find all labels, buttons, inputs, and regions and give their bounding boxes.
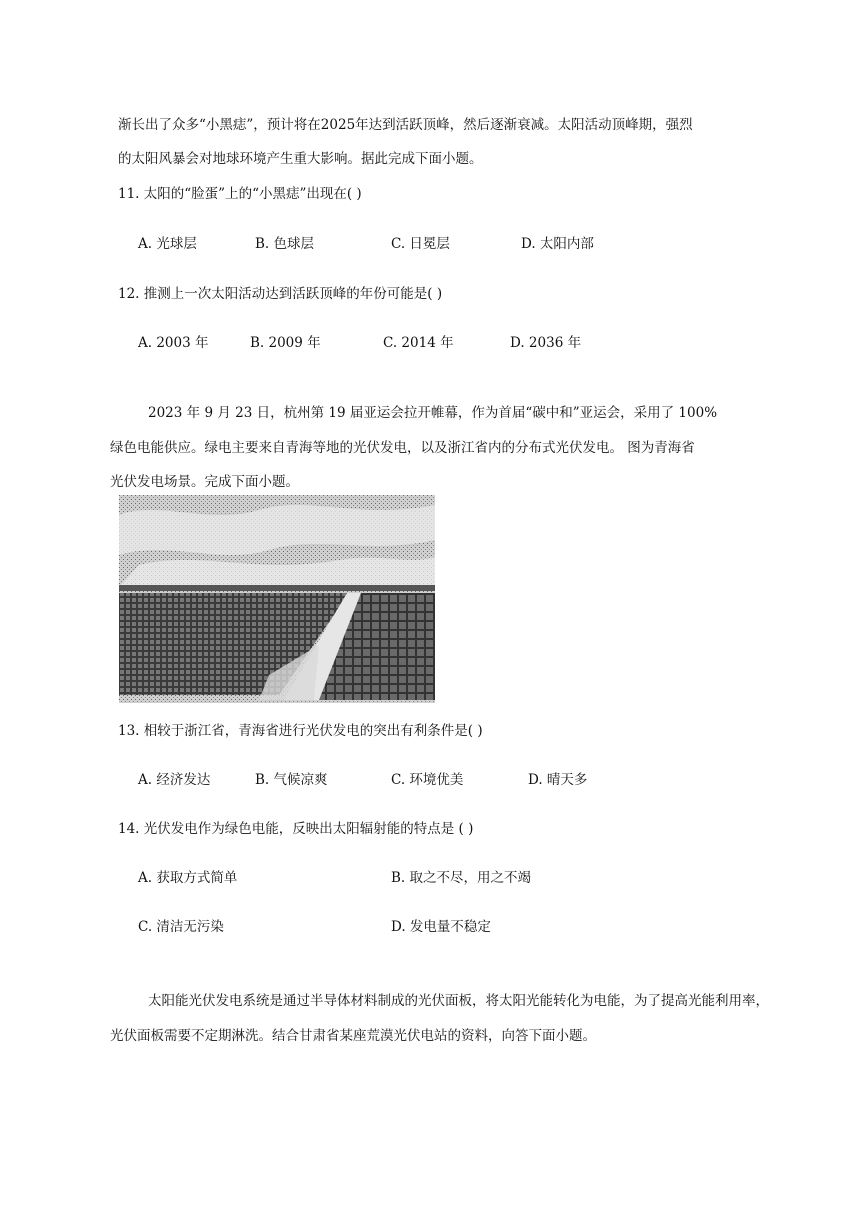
passage-line: 渐长出了众多“小黑痣”，预计将在2025年达到活跃顶峰，然后逐渐衰减。太阳活动顶峰期，强烈 [118, 117, 693, 133]
q14-option-b: B. 取之不尽，用之不竭 [391, 870, 532, 886]
passage-line: 的太阳风暴会对地球环境产生重大影响。据此完成下面小题。 [118, 151, 483, 167]
question-12-stem: 12. 推测上一次太阳活动达到活跃顶峰的年份可能是( ) [118, 286, 443, 302]
question-13-stem: 13. 相较于浙江省，青海省进行光伏发电的突出有利条件是( ) [118, 723, 483, 739]
q13-option-c: C. 环境优美 [391, 772, 464, 788]
q12-option-d: D. 2036 年 [510, 335, 582, 351]
q11-option-c: C. 日冕层 [391, 236, 450, 252]
q12-option-b: B. 2009 年 [250, 335, 321, 351]
q13-option-d: D. 晴天多 [528, 772, 588, 788]
q14-option-d: D. 发电量不稳定 [391, 919, 491, 935]
q13-option-a: A. 经济发达 [138, 772, 211, 788]
q12-option-a: A. 2003 年 [138, 335, 209, 351]
q11-option-d: D. 太阳内部 [521, 236, 594, 252]
q12-option-c: C. 2014 年 [383, 335, 454, 351]
passage-line: 绿色电能供应。绿电主要来自青海等地的光伏发电，以及浙江省内的分布式光伏发电。 图为青海省 [110, 440, 695, 456]
passage-line: 光伏发电场景。完成下面小题。 [110, 474, 299, 490]
q11-option-b: B. 色球层 [255, 236, 315, 252]
passage-line: 光伏面板需要不定期淋洗。结合甘肃省某座荒漠光伏电站的资料，向答下面小题。 [110, 1028, 596, 1044]
q14-option-a: A. 获取方式简单 [138, 870, 238, 886]
q11-option-a: A. 光球层 [138, 236, 197, 252]
question-14-stem: 14. 光伏发电作为绿色电能，反映出太阳辐射能的特点是 ( ) [118, 821, 474, 837]
solar-farm-photo [119, 495, 435, 703]
question-11-stem: 11. 太阳的“脸蛋”上的“小黑痣”出现在( ) [118, 186, 362, 202]
passage-line: 太阳能光伏发电系统是通过半导体材料制成的光伏面板，将太阳光能转化为电能，为了提高光能利用率， [148, 993, 769, 1009]
q13-option-b: B. 气候凉爽 [255, 772, 328, 788]
passage-line: 2023 年 9 月 23 日，杭州第 19 届亚运会拉开帷幕，作为首届“碳中和”亚运会，采用了 100% [148, 405, 718, 421]
q14-option-c: C. 清洁无污染 [138, 919, 224, 935]
